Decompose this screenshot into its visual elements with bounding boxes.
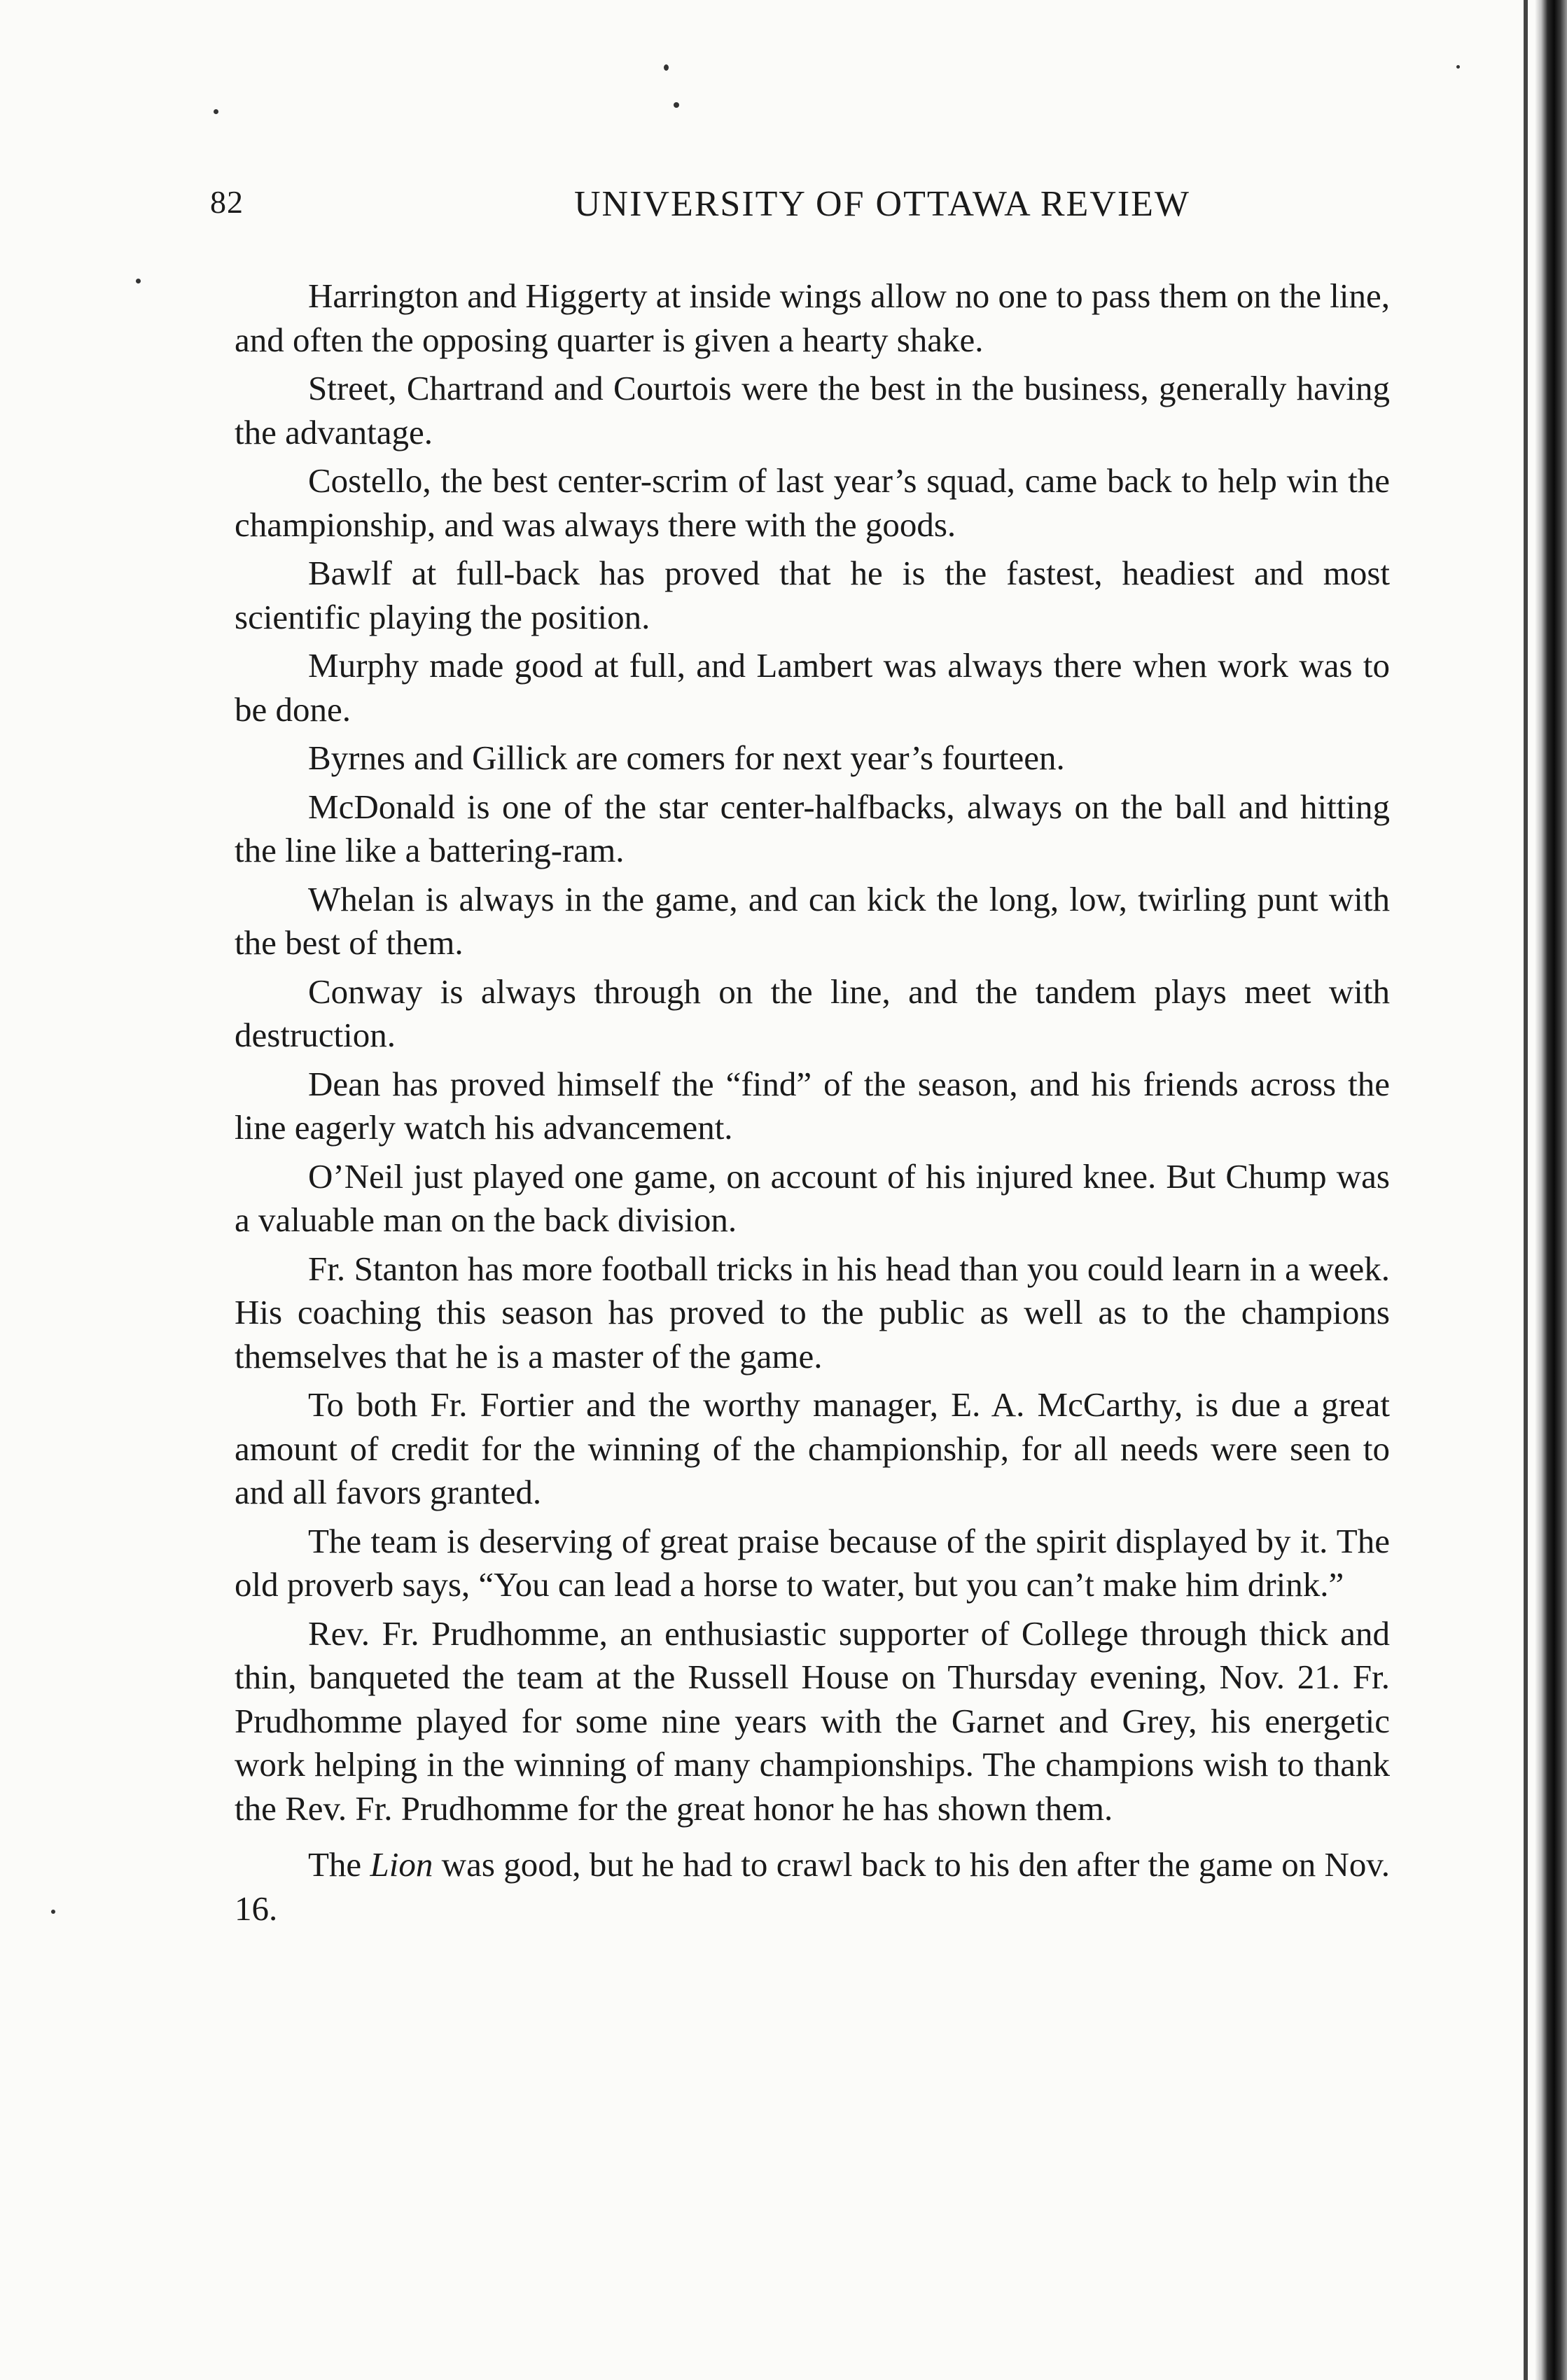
closing-text-before: The <box>308 1845 370 1884</box>
scan-speck <box>214 109 218 114</box>
scan-speck <box>136 279 141 284</box>
paragraph: Rev. Fr. Prudhomme, an enthusiastic supporter of College through thick and thin, banqueted the team at the Russell House on Thursday evening, Nov. 21. Fr. Prudhomme played for some nine years with the Garnet and Grey, his energetic work helping in the winning of many championships. The champions wish to thank the Rev. Fr. Prudhomme for the great honor he has shown them. <box>235 1614 1390 1828</box>
paragraph: McDonald is one of the star center-halfbacks, always on the ball and hitting the line like a battering-ram. <box>235 787 1390 869</box>
paragraph: Street, Chartrand and Courtois were the best in the business, generally having the advantage. <box>235 369 1390 451</box>
page-number: 82 <box>210 184 244 220</box>
paragraph: O’Neil just played one game, on account of his injured knee. But Chump was a valuable man on the back division. <box>235 1156 1390 1239</box>
scan-speck <box>664 64 669 71</box>
paragraph: Fr. Stanton has more football tricks in his head than you could learn in a week. His coaching this season has proved to the public as well as to the champions themselves that he is a master of the game. <box>235 1249 1390 1376</box>
closing-paragraph <box>235 1843 1390 1931</box>
page-binding-edge <box>1535 0 1567 2380</box>
paragraph: The team is deserving of great praise because of the spirit displayed by it. The old proverb says, “You can lead a horse to water, but you can’t make him drink.” <box>235 1521 1390 1604</box>
paragraph: Whelan is always in the game, and can kick the long, low, twirling punt with the best of them. <box>235 879 1390 962</box>
paragraph: Conway is always through on the line, and the tandem plays meet with destruction. <box>235 972 1390 1054</box>
running-head: UNIVERSITY OF OTTAWA REVIEW <box>574 184 1190 224</box>
paragraph: Murphy made good at full, and Lambert was always there when work was to be done. <box>235 646 1390 729</box>
paragraph: Harrington and Higgerty at inside wings allow no one to pass them on the line, and often the opposing quarter is given a hearty shake. <box>235 276 1390 359</box>
article-body <box>235 274 1390 1935</box>
scan-speck <box>1456 65 1460 69</box>
paragraph: Costello, the best center-scrim of last year’s squad, came back to help win the championship, and was always there with the goods. <box>235 461 1390 544</box>
closing-text-after: was good, but he had to crawl back to his den after the game on Nov. 16. <box>235 1845 1390 1928</box>
paragraph: Byrnes and Gillick are comers for next year’s fourteen. <box>308 738 1065 777</box>
paragraph: To both Fr. Fortier and the worthy manager, E. A. McCarthy, is due a great amount of credit for the winning of the championship, for all needs were seen to and all favors granted. <box>235 1385 1390 1511</box>
italic-lion: Lion <box>370 1845 433 1884</box>
paragraph: Bawlf at full-back has proved that he is the fastest, headiest and most scientific playing the position. <box>235 554 1390 636</box>
paragraph: Dean has proved himself the “find” of the season, and his friends across the line eagerly watch his advancement. <box>235 1064 1390 1147</box>
page-header <box>210 183 1442 246</box>
binding-line <box>1524 0 1528 2380</box>
scan-speck <box>674 102 679 108</box>
scan-speck <box>51 1910 55 1914</box>
